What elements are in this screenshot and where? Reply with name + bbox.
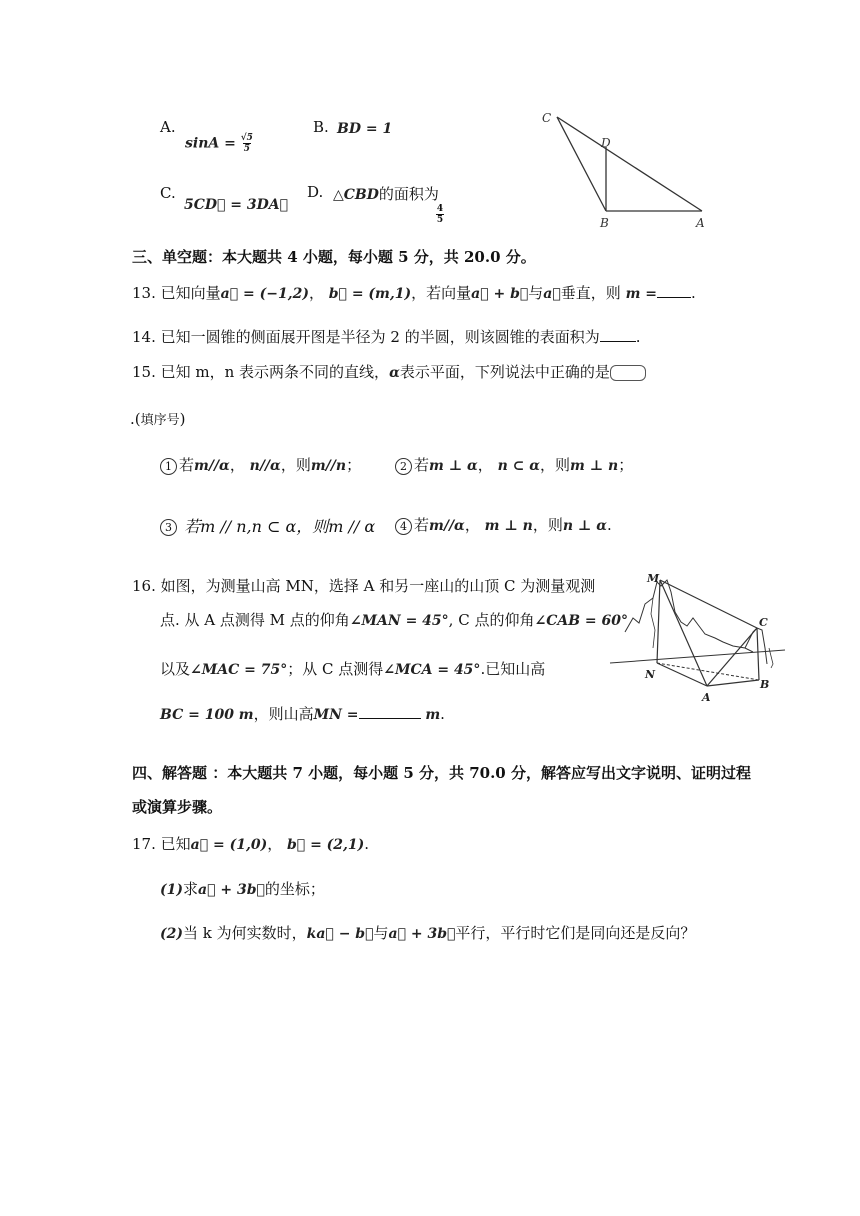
q15-opt2-t1: 若 <box>414 456 430 474</box>
q15-instr-text: 填序号 <box>140 413 180 428</box>
q16-angle-man: ∠MAN = 45° <box>349 613 449 629</box>
q17-part-2 <box>160 923 695 944</box>
q17-number: 17. <box>132 835 156 853</box>
q16-l4-t1: ，则山高 <box>253 705 314 723</box>
q17-vector-b: b⃗ = (2,1) <box>287 837 365 853</box>
q17-sep: ， <box>267 835 283 853</box>
q15-opt3-text: 若m // n,n ⊂ α，则m // α <box>184 517 376 536</box>
q16-line-4 <box>160 704 445 725</box>
q13-sum: a⃗ + b⃗ <box>471 286 529 302</box>
triangle-label-b: B <box>600 216 609 230</box>
q17-vector-a: a⃗ = (1,0) <box>190 837 268 853</box>
question-17 <box>132 834 369 855</box>
q16-l2-t2: , C 点的仰角 <box>448 611 535 629</box>
q15-opt1-t2: ，则 <box>280 456 311 474</box>
q14-text: 已知一圆锥的侧面展开图是半径为 2 的半圆，则该圆锥的表面积为 <box>160 328 600 346</box>
q15-opt1-t1: 若 <box>179 456 195 474</box>
option-a-formula <box>185 133 253 154</box>
q17-p2-label: (2) <box>160 926 183 942</box>
q15-alpha: α <box>389 365 400 381</box>
q15-opt2-sep: ， <box>477 456 493 474</box>
q13-vector-b: b⃗ = (m,1) <box>328 286 412 302</box>
q15-opt4-m1: m//α <box>429 518 465 534</box>
option-a-text: sinA = <box>185 135 236 152</box>
mountain-label-n: N <box>645 668 656 681</box>
q15-opt2-circle: 2 <box>395 458 412 475</box>
q15-opt4-sep: ， <box>464 516 480 534</box>
q15-instr-close: ) <box>179 410 186 428</box>
q17-p2-m2: a⃗ + 3b⃗ <box>388 926 456 942</box>
q13-vec-a2: a⃗ <box>543 286 561 302</box>
option-a-frac-den: 5 <box>243 144 250 154</box>
q14-answer-blank[interactable] <box>600 341 636 342</box>
q15-opt2-end: ； <box>618 456 634 474</box>
q17-p2-m1: ka⃗ − b⃗ <box>306 926 374 942</box>
q17-part-1 <box>160 879 325 900</box>
section-4-heading-line-2: 或演算步骤。 <box>132 798 223 816</box>
triangle-label-c: C <box>542 111 552 125</box>
q15-opt1-sep: ， <box>229 456 245 474</box>
option-a-fraction <box>241 133 253 154</box>
option-c-formula: 5CD⃗ = 3DA⃗ <box>184 197 289 213</box>
q17-p1-m1: a⃗ + 3b⃗ <box>198 882 265 898</box>
q17-p1-t1: 求 <box>183 880 199 898</box>
q15-opt4-circle: 4 <box>395 518 412 535</box>
q15-option-4 <box>395 515 612 536</box>
q17-p2-t2: 与 <box>373 924 389 942</box>
question-13 <box>132 283 696 304</box>
q13-text-2: ，若向量 <box>411 284 472 302</box>
q16-angle-cab: ∠CAB = 60° <box>534 613 628 629</box>
q15-opt2-m2: n ⊂ α <box>497 458 541 474</box>
q13-answer-blank[interactable] <box>657 297 691 298</box>
option-d-formula <box>333 184 439 204</box>
q13-text-3: 与 <box>528 284 544 302</box>
q15-number: 15. <box>132 363 156 381</box>
q15-opt4-t1: 若 <box>414 516 430 534</box>
section-4-heading-line-1: 四、解答题 ：本大题共 7 小题，每小题 5 分，共 70.0 分，解答应写出文字说明、证明过程 <box>132 764 751 782</box>
q15-instruction <box>130 409 186 431</box>
q17-t1: 已知 <box>160 835 191 853</box>
q15-opt1-circle: 1 <box>160 458 177 475</box>
q16-l3-t3: .已知山高 <box>480 660 546 678</box>
q16-mn: MN = <box>313 707 359 723</box>
q16-l3-t2: ；从 C 点测得 <box>287 660 384 678</box>
q15-opt1-m3: m//n <box>310 458 347 474</box>
q17-p2-t1: 当 k 为何实数时， <box>183 924 307 942</box>
mountain-label-b: B <box>760 678 770 691</box>
q16-l3-t1: 以及 <box>160 660 191 678</box>
q13-end: . <box>691 284 696 302</box>
q16-answer-blank[interactable] <box>359 718 421 719</box>
q16-l2-t1: 点. 从 A 点测得 M 点的仰角 <box>160 611 350 629</box>
q17-p1-t2: 的坐标； <box>264 880 325 898</box>
triangle-label-d: D <box>601 136 611 150</box>
q13-number: 13. <box>132 284 156 302</box>
triangle-label-a: A <box>696 216 705 230</box>
q15-instr-open: .( <box>130 410 141 428</box>
q15-opt2-t2: ，则 <box>540 456 571 474</box>
q15-opt4-m2: m ⊥ n <box>484 518 533 534</box>
mountain-label-m: M <box>647 572 660 585</box>
q16-end: . <box>440 705 445 723</box>
q16-bc: BC = 100 m <box>160 707 254 723</box>
q13-text-4: 垂直，则 <box>560 284 621 302</box>
q15-option-1 <box>160 455 361 476</box>
q13-vector-a: a⃗ = (−1,2) <box>220 286 309 302</box>
option-d-frac-num: 4 <box>436 204 444 214</box>
q15-text-1: 已知 m，n 表示两条不同的直线， <box>160 363 390 381</box>
option-d-frac-den: 5 <box>436 215 444 225</box>
q14-number: 14. <box>132 328 156 346</box>
q15-opt4-end: . <box>606 516 612 534</box>
q16-number: 16. <box>132 577 156 595</box>
q17-end: . <box>364 835 370 853</box>
q15-opt3-circle: 3 <box>160 519 177 536</box>
q13-text-1: 已知向量 <box>160 284 221 302</box>
q14-end: . <box>635 328 641 346</box>
q13-sep: ， <box>308 284 324 302</box>
q16-line1-text: 如图，为测量山高 MN，选择 A 和另一座山的山顶 C 为测量观测 <box>160 577 596 595</box>
q17-p2-t3: 平行，平行时它们是同向还是反向？ <box>455 924 696 942</box>
q15-opt2-m3: m ⊥ n <box>570 458 619 474</box>
q15-option-2 <box>395 455 633 476</box>
option-a-label: A. <box>160 118 176 136</box>
q15-opt4-t2: ，则 <box>532 516 563 534</box>
q16-unit: m <box>425 707 441 723</box>
q16-line-1 <box>132 576 595 596</box>
q15-text-2: 表示平面，下列说法中正确的是 <box>399 363 610 381</box>
question-14 <box>132 327 641 347</box>
q15-answer-paren[interactable] <box>610 365 646 381</box>
mountain-label-a: A <box>702 691 711 704</box>
mountain-label-c: C <box>759 616 768 629</box>
q15-opt1-end: ； <box>346 456 362 474</box>
q17-p1-label: (1) <box>160 882 183 898</box>
q15-opt4-m3: n ⊥ α <box>562 518 607 534</box>
option-c-label: C. <box>160 184 176 202</box>
q16-line-2 <box>160 610 628 631</box>
q15-option-3 <box>160 517 375 537</box>
q15-opt1-m2: n//α <box>249 458 281 474</box>
q16-angle-mac: ∠MAC = 75° <box>190 662 288 678</box>
section-3-heading: 三、单空题：本大题共 4 小题，每小题 5 分，共 20.0 分。 <box>132 248 536 266</box>
mountain-figure <box>605 568 790 708</box>
question-15 <box>132 362 646 383</box>
q15-opt1-m1: m//α <box>194 458 230 474</box>
q15-opt2-m1: m ⊥ α <box>429 458 478 474</box>
option-d-math: △CBD <box>333 187 379 203</box>
q16-angle-mca: ∠MCA = 45° <box>383 662 481 678</box>
q16-line-3 <box>160 659 545 680</box>
option-d-label: D. <box>307 183 324 201</box>
option-d-text: 的面积为 <box>378 185 439 203</box>
option-a-frac-num: √5 <box>240 133 253 143</box>
option-b-formula: BD = 1 <box>337 121 393 137</box>
option-b-label: B. <box>313 118 329 136</box>
q13-m: m = <box>625 286 657 302</box>
option-d-fraction <box>436 204 444 225</box>
triangle-figure <box>530 105 720 235</box>
